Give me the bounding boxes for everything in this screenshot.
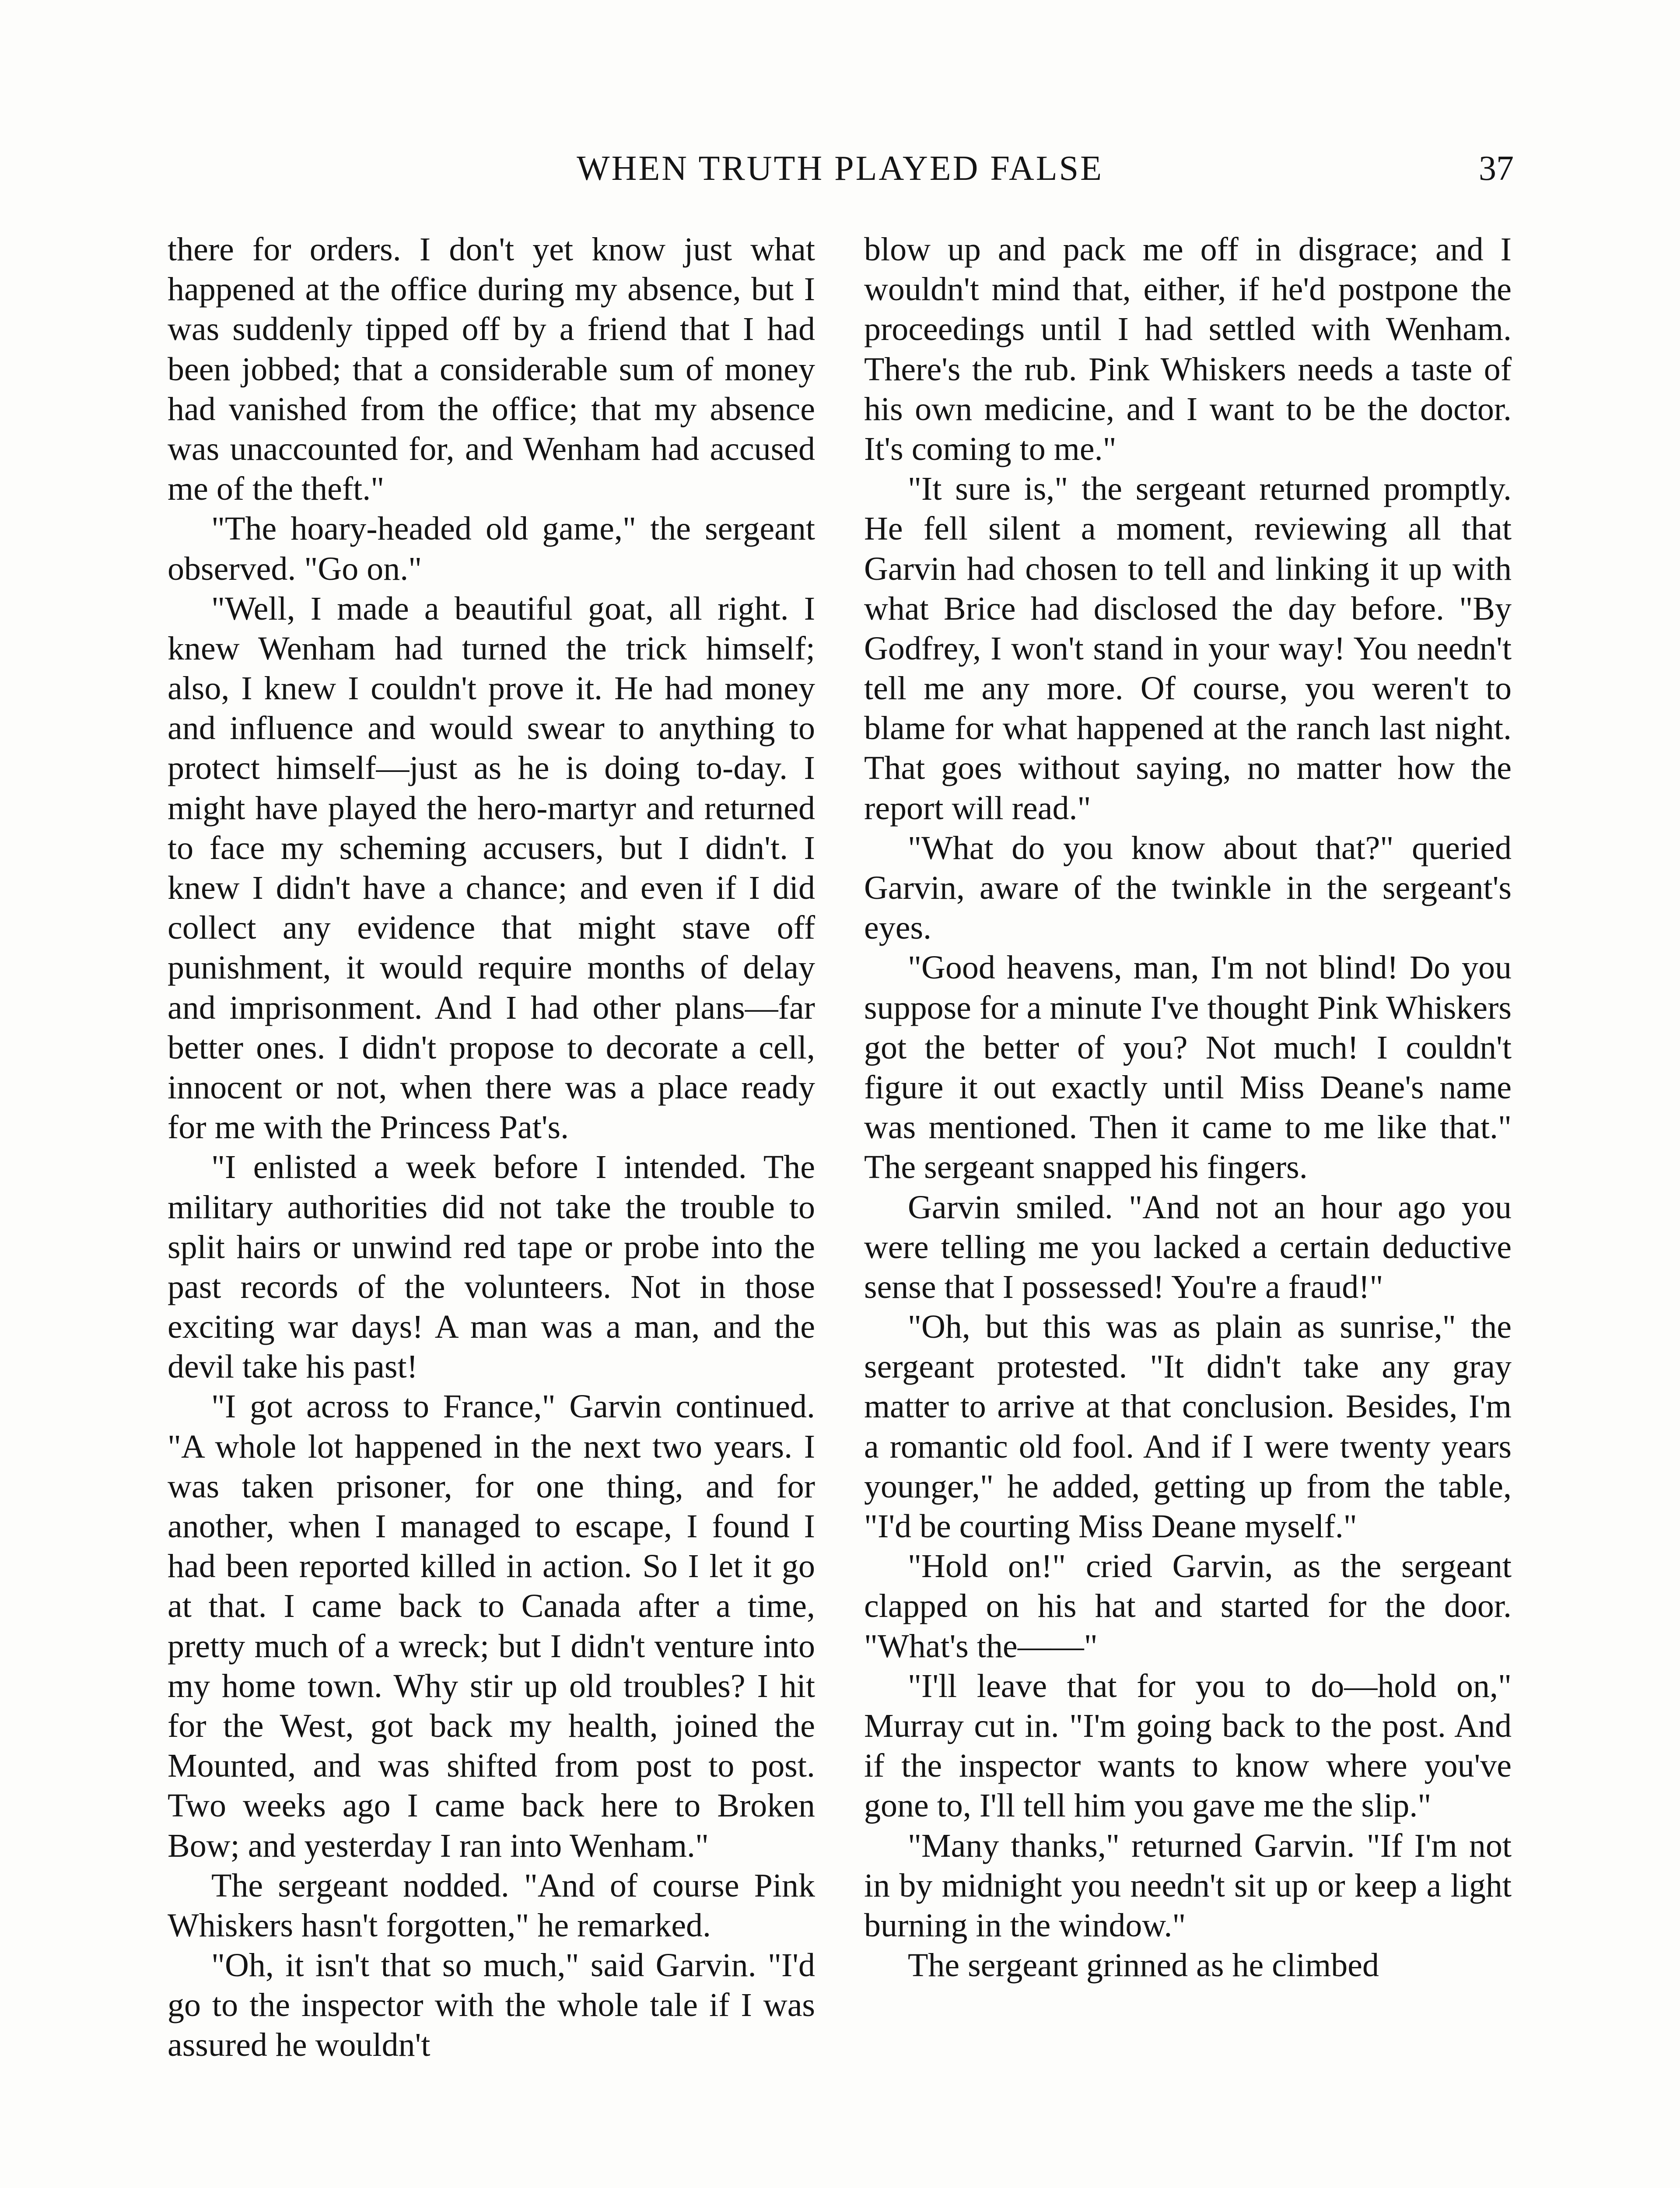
paragraph: "Oh, but this was as plain as sunrise," the sergeant protested. "It didn't take any gray matter to arrive at that conclusion. Besides, I'm a romantic old fool. And if I were twenty years younger," he added, getting up from the table, "I'd be courting Miss Deane myself." [864, 1308, 1512, 1545]
paragraph: there for orders. I don't yet know just what happened at the office during my absence, but I was suddenly tipped off by a friend that I had been jobbed; that a considerable sum of money had vanished from the office; that my absence was unaccounted for, and Wenham had accused me of the theft." [168, 231, 815, 508]
paragraph: "Many thanks," returned Garvin. "If I'm not in by midnight you needn't sit up or keep a light burning in the window." [864, 1827, 1512, 1944]
paragraph: The sergeant nodded. "And of course Pink Whiskers hasn't forgotten," he remarked. [168, 1867, 815, 1944]
paragraph: "Oh, it isn't that so much," said Garvin. "I'd go to the inspector with the whole tale if I was assured he wouldn't [168, 1947, 815, 2064]
page-number: 37 [1479, 149, 1514, 188]
left-column [168, 230, 815, 2065]
paragraph: "It sure is," the sergeant returned promptly. He fell silent a moment, reviewing all that Garvin had chosen to tell and linking it up with what Brice had disclosed the day before. "By Godfrey, I won't stand in your way! You needn't tell me any more. Of course, you weren't to blame for what happened at the ranch last night. That goes without saying, no matter how the report will read." [864, 470, 1512, 827]
paragraph: "I'll leave that for you to do—hold on," Murray cut in. "I'm going back to the post. And if the inspector wants to know where you've gone to, I'll tell him you gave me the slip." [864, 1667, 1512, 1824]
running-head [0, 144, 1680, 193]
paragraph: Garvin smiled. "And not an hour ago you were telling me you lacked a certain deductive sense that I possessed! You're a fraud!" [864, 1189, 1512, 1305]
paragraph: "Well, I made a beautiful goat, all right. I knew Wenham had turned the trick himself; also, I knew I couldn't prove it. He had money and influence and would swear to anything to protect himself—just as he is doing to-day. I might have played the hero-martyr and returned to face my scheming accusers, but I didn't. I knew I didn't have a chance; and even if I did collect any evidence that might stave off punishment, it would require months of delay and imprisonment. And I had other plans—far better ones. I didn't propose to decorate a cell, innocent or not, when there was a place ready for me with the Princess Pat's. [168, 590, 815, 1146]
paragraph: blow up and pack me off in disgrace; and I wouldn't mind that, either, if he'd postpone the proceedings until I had settled with Wenham. There's the rub. Pink Whiskers needs a taste of his own medicine, and I want to be the doctor. It's coming to me." [864, 231, 1512, 467]
paragraph: "Good heavens, man, I'm not blind! Do you suppose for a minute I've thought Pink Whiskers got the better of you? Not much! I couldn't figure it out exactly until Miss Deane's name was mentioned. Then it came to me like that." The sergeant snapped his fingers. [864, 949, 1512, 1186]
paragraph: "What do you know about that?" queried Garvin, aware of the twinkle in the sergeant's eyes. [864, 829, 1512, 947]
paragraph: "Hold on!" cried Garvin, as the sergeant clapped on his hat and started for the door. "What's the——" [864, 1548, 1512, 1665]
paragraph: "I got across to France," Garvin continued. "A whole lot happened in the next two years. I was taken prisoner, for one thing, and for another, when I managed to escape, I found I had been reported killed in action. So I let it go at that. I came back to Canada after a time, pretty much of a wreck; but I didn't venture into my home town. Why stir up old troubles? I hit for the West, got back my health, joined the Mounted, and was shifted from post to post. Two weeks ago I came back here to Broken Bow; and yesterday I ran into Wenham." [168, 1388, 815, 1864]
paragraph: "The hoary-headed old game," the sergeant observed. "Go on." [168, 510, 815, 587]
running-title: WHEN TRUTH PLAYED FALSE [577, 149, 1103, 188]
right-column [864, 230, 1512, 1985]
paragraph: The sergeant grinned as he climbed [908, 1947, 1379, 1984]
paragraph: "I enlisted a week before I intended. The military authorities did not take the trouble to split hairs or unwind red tape or probe into the past records of the volunteers. Not in those exciting war days! A man was a man, and the devil take his past! [168, 1149, 815, 1385]
